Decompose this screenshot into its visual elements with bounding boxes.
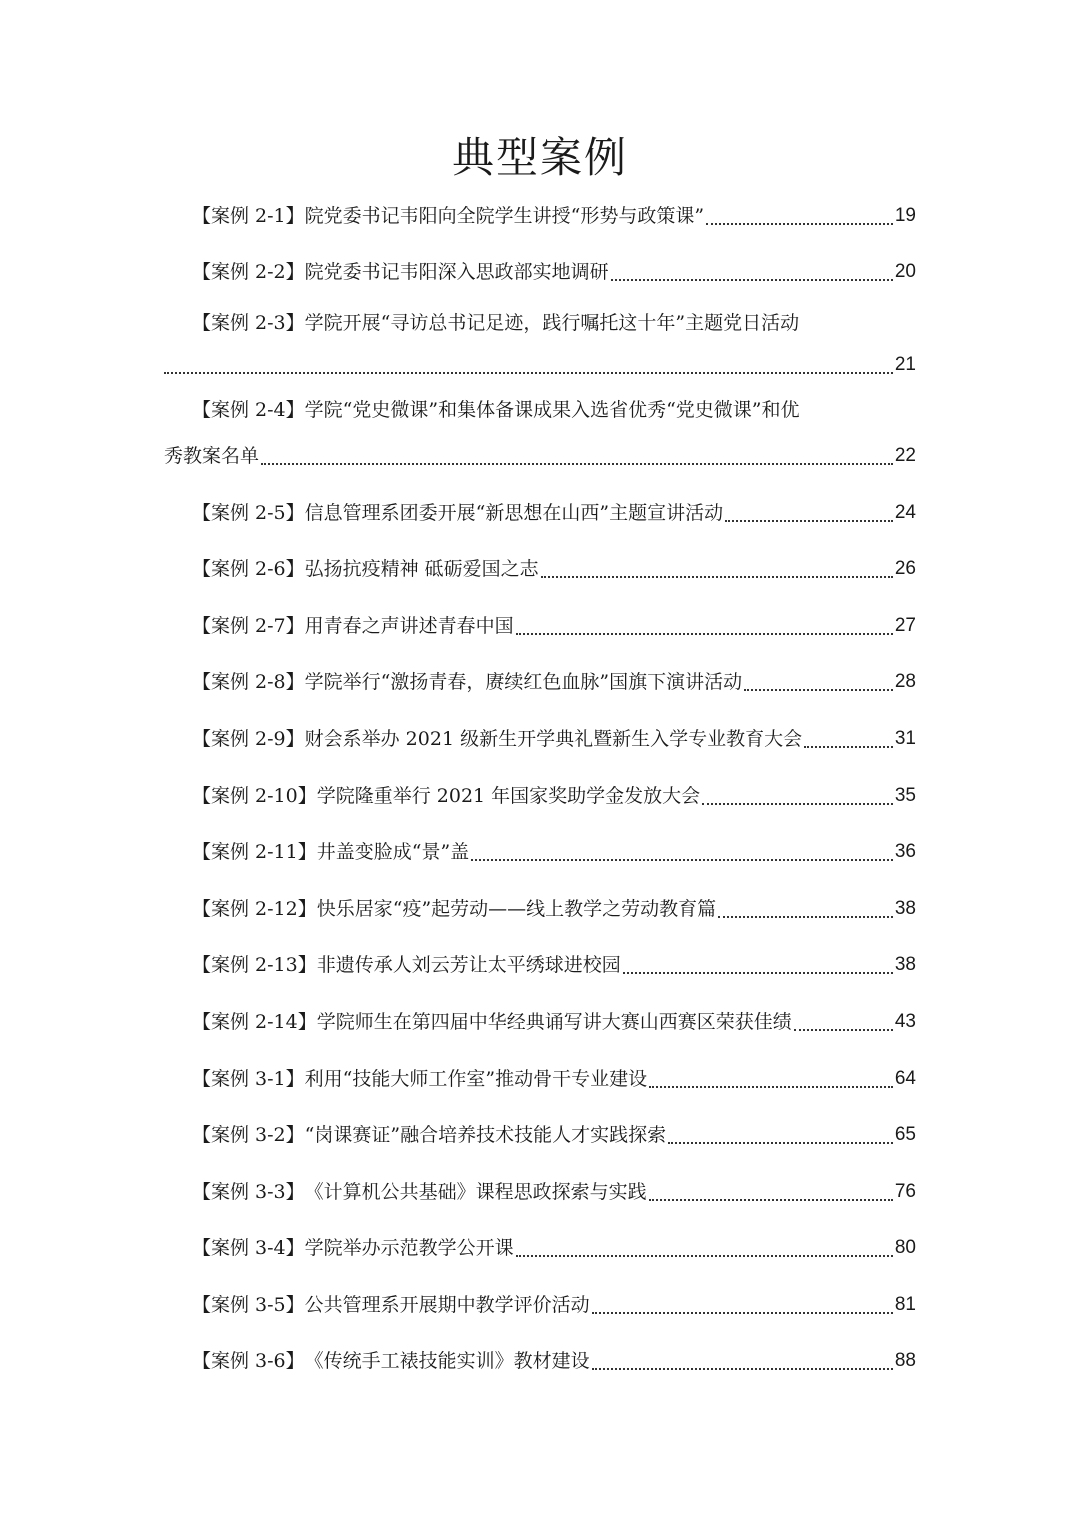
case-title: 院党委书记韦阳深入思政部实地调研 xyxy=(304,261,609,283)
case-title: 《计算机公共基础》课程思政探索与实践 xyxy=(304,1181,647,1203)
case-tag: 【案例 2-13】 xyxy=(192,954,317,976)
toc-entry[interactable] xyxy=(164,549,916,589)
toc-entry[interactable] xyxy=(164,1285,916,1325)
page-number: 81 xyxy=(894,1294,916,1315)
case-title: 财会系举办 2021 级新生开学典礼暨新生入学专业教育大会 xyxy=(304,728,803,750)
page-number: 27 xyxy=(894,615,916,636)
case-tag: 【案例 2-14】 xyxy=(192,1011,317,1033)
case-title: 信息管理系团委开展“新思想在山西”主题宣讲活动 xyxy=(304,502,724,524)
toc-entry[interactable] xyxy=(164,776,916,816)
case-tag: 【案例 3-5】 xyxy=(192,1294,305,1316)
case-tag: 【案例 2-4】 xyxy=(192,399,305,421)
page-number: 22 xyxy=(894,445,916,466)
toc-entry-continuation[interactable] xyxy=(164,345,916,385)
page-number: 64 xyxy=(894,1068,916,1089)
page-number: 43 xyxy=(894,1011,916,1032)
case-tag: 【案例 3-2】 xyxy=(192,1124,305,1146)
toc-entry[interactable] xyxy=(164,196,916,236)
case-tag: 【案例 3-4】 xyxy=(192,1237,305,1259)
dot-leader xyxy=(668,1142,893,1144)
page-number: 36 xyxy=(894,841,916,862)
toc-entry[interactable] xyxy=(164,832,916,872)
dot-leader xyxy=(541,576,893,578)
case-title: 用青春之声讲述青春中国 xyxy=(304,615,514,637)
case-title: 学院“党史微课”和集体备课成果入选省优秀“党史微课”和优 xyxy=(304,399,800,421)
case-title: 学院开展“寻访总书记足迹，践行嘱托这十年”主题党日活动 xyxy=(304,312,800,334)
dot-leader xyxy=(623,972,893,974)
case-title: 井盖变脸成“景”盖 xyxy=(316,841,470,863)
page-number: 24 xyxy=(894,502,916,523)
case-title: 弘扬抗疫精神 砥砺爱国之志 xyxy=(304,558,539,580)
case-tag: 【案例 2-7】 xyxy=(192,615,305,637)
case-tag: 【案例 2-1】 xyxy=(192,205,305,227)
dot-leader xyxy=(725,520,893,522)
dot-leader xyxy=(261,463,893,465)
toc-entry-continuation[interactable] xyxy=(164,436,916,476)
toc-entry[interactable] xyxy=(164,662,916,702)
page-number: 38 xyxy=(894,954,916,975)
case-tag: 【案例 2-3】 xyxy=(192,312,305,334)
case-tag: 【案例 2-11】 xyxy=(192,841,317,863)
case-title: 快乐居家“疫”起劳动——线上教学之劳动教育篇 xyxy=(316,898,717,920)
dot-leader xyxy=(744,689,893,691)
case-tag: 【案例 2-2】 xyxy=(192,261,305,283)
dot-leader xyxy=(649,1086,893,1088)
toc-entry[interactable] xyxy=(164,1228,916,1268)
toc-entry[interactable] xyxy=(164,1002,916,1042)
dot-leader xyxy=(794,1029,893,1031)
case-tag: 【案例 2-6】 xyxy=(192,558,305,580)
dot-leader xyxy=(718,916,893,918)
case-title: 非遗传承人刘云芳让太平绣球进校园 xyxy=(316,954,621,976)
case-title: 利用“技能大师工作室”推动骨干专业建设 xyxy=(304,1068,648,1090)
dot-leader xyxy=(611,279,893,281)
case-tag: 【案例 3-6】 xyxy=(192,1350,305,1372)
page-number: 35 xyxy=(894,785,916,806)
dot-leader xyxy=(164,372,893,374)
dot-leader xyxy=(804,746,893,748)
dot-leader xyxy=(471,859,893,861)
case-title: “岗课赛证”融合培养技术技能人才实践探索 xyxy=(304,1124,667,1146)
case-tag: 【案例 2-5】 xyxy=(192,502,305,524)
page-number: 38 xyxy=(894,898,916,919)
page-number: 20 xyxy=(894,261,916,282)
case-title: 公共管理系开展期中教学评价活动 xyxy=(304,1294,590,1316)
page-number: 26 xyxy=(894,558,916,579)
page-number: 19 xyxy=(894,205,916,226)
toc-entry[interactable] xyxy=(164,945,916,985)
case-tag: 【案例 2-9】 xyxy=(192,728,305,750)
page-number: 31 xyxy=(894,728,916,749)
page-number: 28 xyxy=(894,671,916,692)
dot-leader xyxy=(706,223,893,225)
case-title: 《传统手工裱技能实训》教材建设 xyxy=(304,1350,590,1372)
toc-entry[interactable] xyxy=(164,1172,916,1212)
case-title: 学院举行“激扬青春，赓续红色血脉”国旗下演讲活动 xyxy=(304,671,743,693)
page-number: 21 xyxy=(894,354,916,375)
dot-leader xyxy=(516,1255,893,1257)
case-title: 学院师生在第四届中华经典诵写讲大赛山西赛区荣获佳绩 xyxy=(316,1011,792,1033)
case-tag: 【案例 2-8】 xyxy=(192,671,305,693)
toc-entry[interactable] xyxy=(164,1115,916,1155)
case-tag: 【案例 2-10】 xyxy=(192,785,317,807)
dot-leader xyxy=(592,1368,893,1370)
toc-entry[interactable] xyxy=(164,390,916,430)
toc-entry[interactable] xyxy=(164,493,916,533)
dot-leader xyxy=(649,1199,893,1201)
case-tag: 【案例 3-3】 xyxy=(192,1181,305,1203)
dot-leader xyxy=(592,1312,893,1314)
case-title: 学院举办示范教学公开课 xyxy=(304,1237,514,1259)
toc-entry[interactable] xyxy=(164,606,916,646)
case-title-continuation: 秀教案名单 xyxy=(164,445,260,467)
case-title: 学院隆重举行 2021 年国家奖助学金发放大会 xyxy=(316,785,701,807)
page-number: 80 xyxy=(894,1237,916,1258)
toc-entry[interactable] xyxy=(164,1341,916,1381)
case-tag: 【案例 3-1】 xyxy=(192,1068,305,1090)
case-title: 院党委书记韦阳向全院学生讲授“形势与政策课” xyxy=(304,205,705,227)
page-number: 88 xyxy=(894,1350,916,1371)
toc-entry[interactable] xyxy=(164,252,916,292)
dot-leader xyxy=(702,803,893,805)
toc-entry[interactable] xyxy=(164,889,916,929)
page-number: 65 xyxy=(894,1124,916,1145)
page-number: 76 xyxy=(894,1181,916,1202)
toc-entry[interactable] xyxy=(164,303,916,343)
toc-entry[interactable] xyxy=(164,1059,916,1099)
case-tag: 【案例 2-12】 xyxy=(192,898,317,920)
dot-leader xyxy=(516,633,893,635)
page-title: 典型案例 xyxy=(451,133,628,182)
toc-entry[interactable] xyxy=(164,719,916,759)
